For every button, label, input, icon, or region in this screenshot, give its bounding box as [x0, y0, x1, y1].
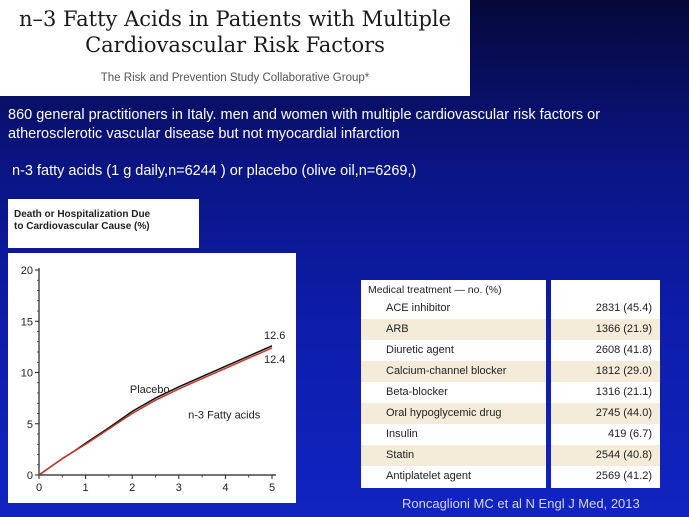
placebo-label: Placebo — [129, 384, 170, 396]
treatment-name: Statin — [386, 449, 415, 461]
y-tick-label: 5 — [26, 418, 33, 431]
study-arms: n-3 fatty acids (1 g daily,n=6244 ) or placebo (olive oil,n=6269,) — [12, 163, 417, 179]
table-row — [361, 382, 546, 403]
table-row — [551, 382, 660, 403]
table-row — [361, 466, 546, 487]
treatment-value: 2544 (40.8) — [595, 449, 652, 461]
treatment-value: 419 (6.7) — [607, 428, 652, 440]
citation: Roncaglioni MC et al N Engl J Med, 2013 — [402, 496, 640, 511]
treatment-name: Oral hypoglycemic drug — [386, 407, 502, 419]
table-row — [551, 361, 660, 382]
chart-title-line1: Death or Hospitalization Due — [14, 209, 151, 220]
table-row — [551, 466, 660, 487]
y-tick-label: 15 — [20, 316, 33, 329]
table-row — [551, 424, 660, 445]
paper-title-line1: n–3 Fatty Acids in Patients with Multiple — [18, 7, 452, 31]
table-row — [361, 340, 546, 361]
study-description-line2: atherosclerotic vascular disease but not myocardial infarction — [8, 126, 400, 142]
treatment-value: 2745 (44.0) — [595, 407, 652, 419]
treatment-value: 1366 (21.9) — [595, 323, 652, 335]
chart-title-panel — [8, 199, 199, 248]
x-tick-label: 0 — [35, 482, 43, 494]
paper-title-line2: Cardiovascular Risk Factors — [85, 33, 385, 57]
table-row — [551, 298, 660, 319]
paper-authors: The Risk and Prevention Study Collaborative Group* — [100, 72, 370, 84]
table-row — [361, 403, 546, 424]
table-row — [361, 361, 546, 382]
series-end-label: 12.4 — [264, 353, 286, 366]
y-tick-label: 10 — [20, 367, 33, 380]
treatment-table-values — [551, 280, 660, 488]
treatment-name: Beta-blocker — [386, 386, 448, 398]
table-row — [551, 445, 660, 466]
treatment-name: ACE inhibitor — [386, 302, 451, 314]
treatment-value: 2831 (45.4) — [595, 302, 652, 314]
treatment-name: Insulin — [386, 428, 418, 440]
paper-title — [0, 6, 470, 58]
treatment-value: 1812 (29.0) — [595, 365, 652, 377]
treatment-name: Calcium-channel blocker — [386, 365, 507, 377]
study-description — [8, 106, 678, 144]
treatment-value: 1316 (21.1) — [595, 386, 652, 398]
title-panel — [0, 0, 470, 96]
treatment-value: 2608 (41.8) — [595, 344, 652, 356]
n3-label: n-3 Fatty acids — [188, 409, 261, 422]
chart-title — [14, 209, 194, 233]
chart-panel — [8, 253, 296, 503]
series-end-label: 12.6 — [264, 329, 286, 342]
treatment-name: Antiplatelet agent — [386, 470, 472, 482]
treatment-name: ARB — [386, 323, 409, 335]
table-header: Medical treatment — no. (%) — [368, 284, 502, 296]
table-row — [361, 445, 546, 466]
table-row — [551, 403, 660, 424]
x-tick-label: 4 — [222, 482, 229, 494]
table-row — [361, 319, 546, 340]
y-tick-label: 0 — [26, 470, 33, 482]
table-row — [551, 340, 660, 361]
x-tick-label: 3 — [175, 482, 182, 494]
treatment-table-labels — [361, 280, 546, 488]
table-row — [361, 298, 546, 319]
x-tick-label: 2 — [129, 482, 136, 494]
kaplan-meier-chart — [8, 253, 296, 503]
treatment-value: 2569 (41.2) — [595, 470, 652, 482]
treatment-name: Diuretic agent — [386, 344, 454, 356]
study-description-line1: 860 general practitioners in Italy. men and women with multiple cardiovascular risk factors or — [8, 107, 601, 123]
x-tick-label: 5 — [268, 482, 276, 494]
table-row — [551, 319, 660, 340]
x-tick-label: 1 — [82, 482, 89, 494]
chart-title-line2: to Cardiovascular Cause (%) — [14, 221, 150, 232]
table-row — [361, 424, 546, 445]
y-tick-label: 20 — [20, 265, 33, 277]
